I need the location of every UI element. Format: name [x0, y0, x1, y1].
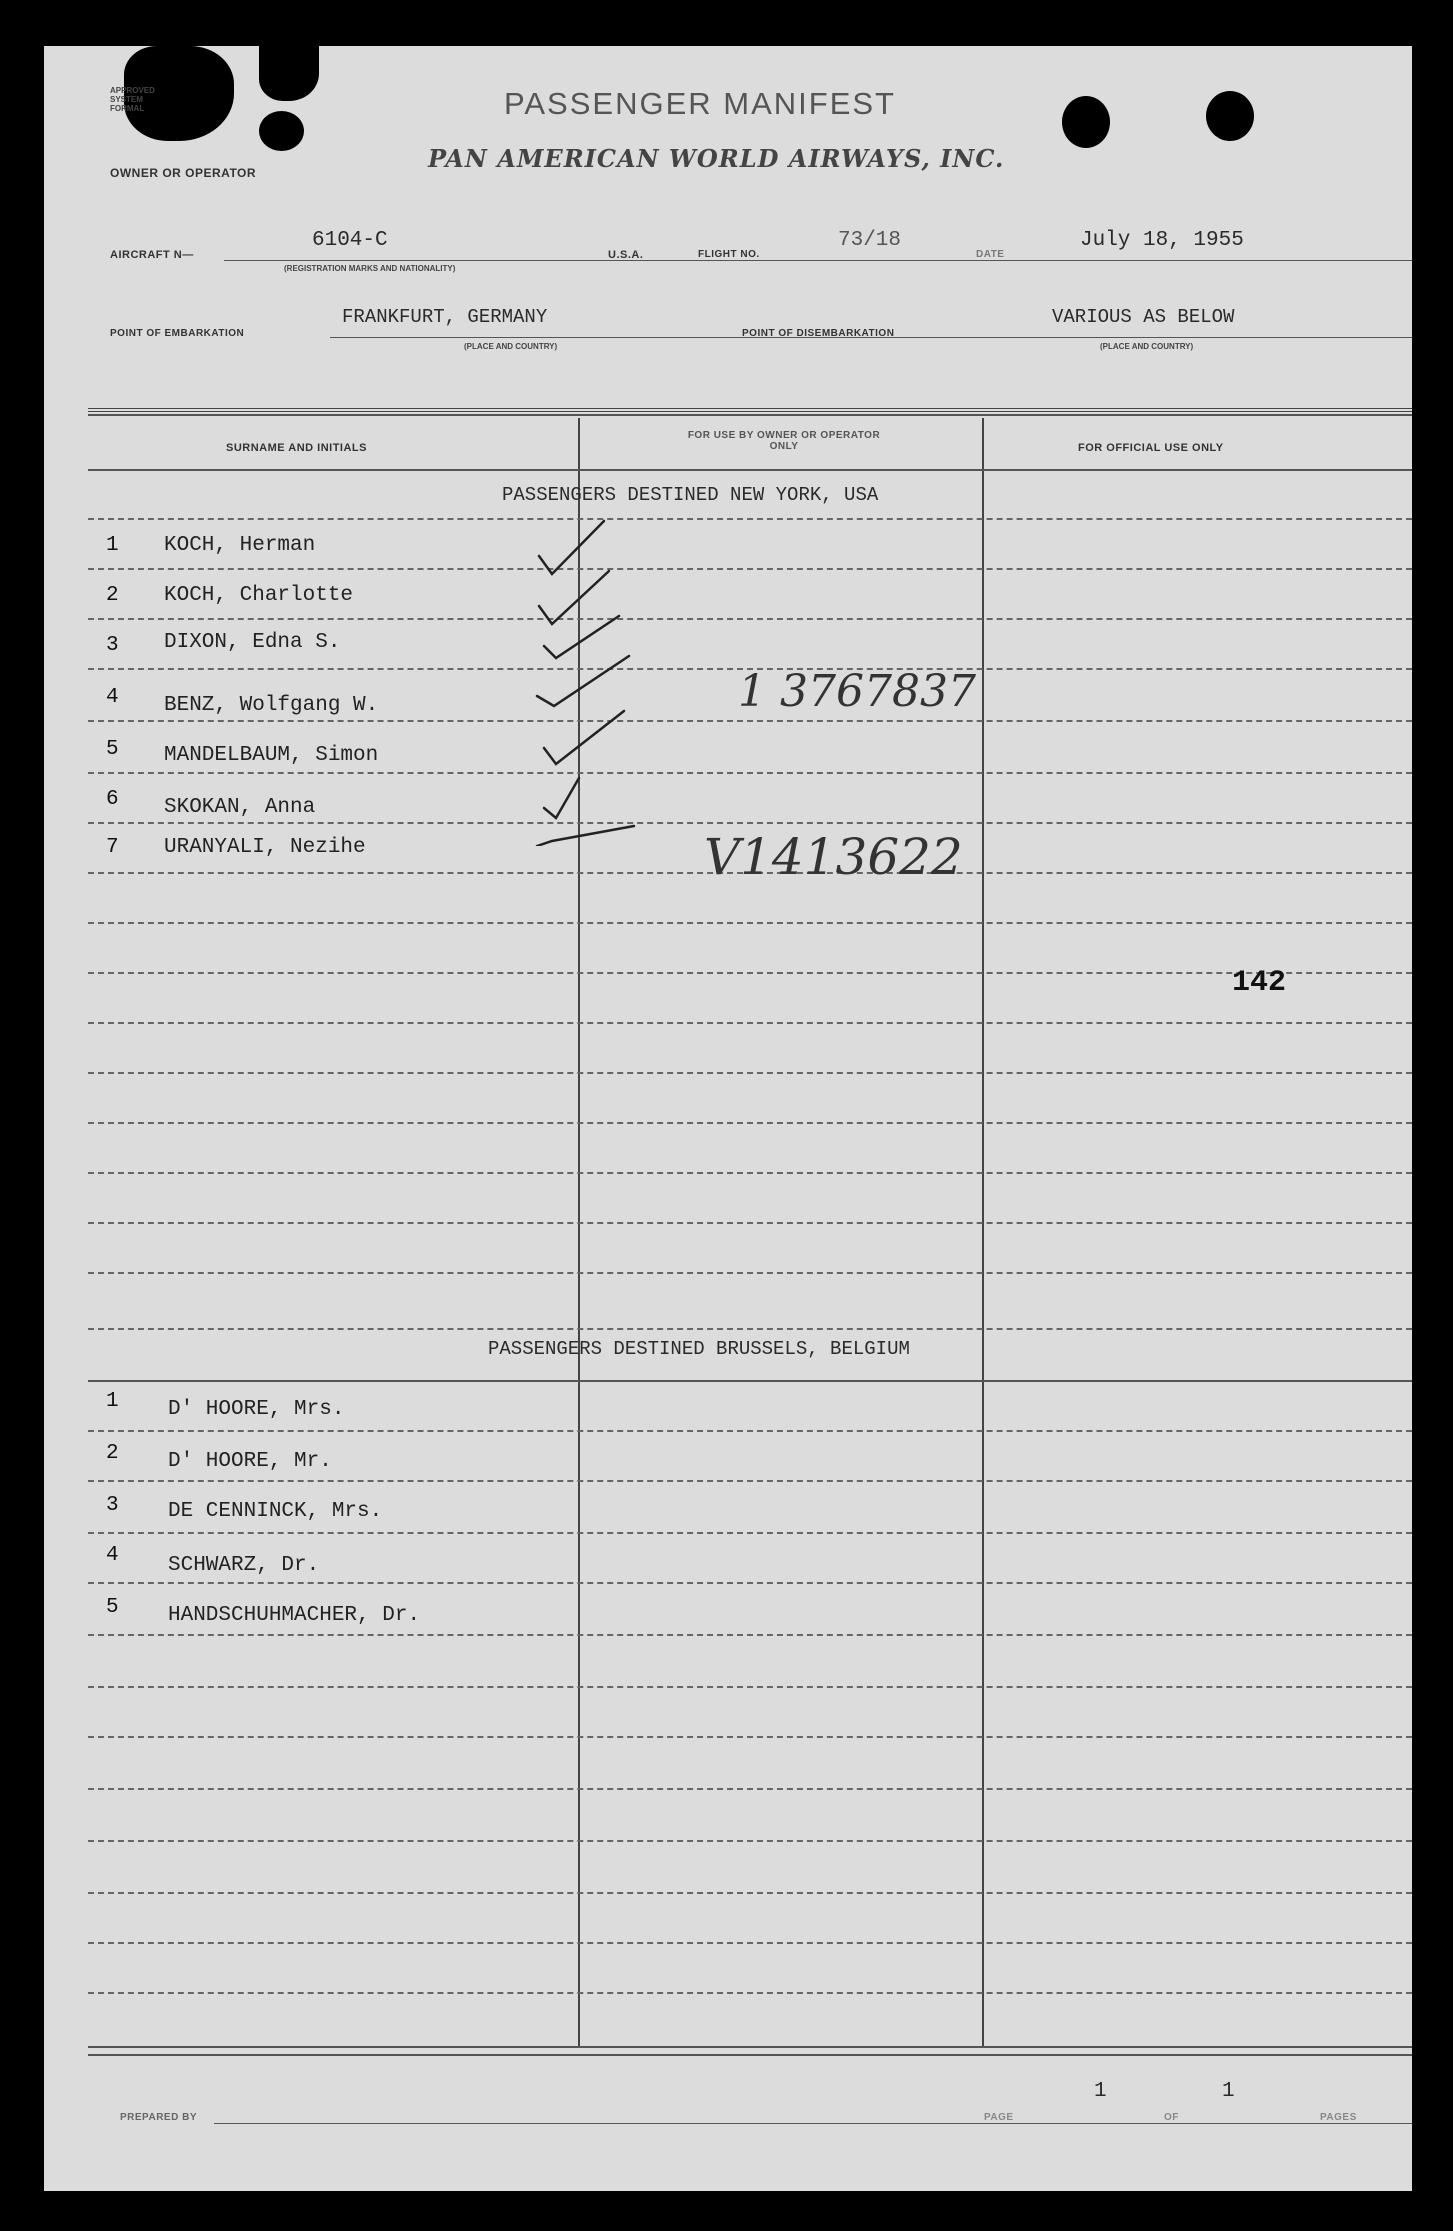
page-title: PASSENGER MANIFEST — [504, 86, 896, 121]
section-heading-ny: PASSENGERS DESTINED NEW YORK, USA — [502, 484, 879, 506]
flight-label: FLIGHT NO. — [698, 249, 760, 260]
passenger-name: MANDELBAUM, Simon — [164, 744, 379, 767]
disembarkation-label: POINT OF DISEMBARKATION — [742, 328, 895, 339]
row-number: 4 — [106, 686, 119, 709]
flight-value: 73/18 — [838, 229, 902, 252]
row-number: 5 — [106, 738, 119, 761]
pages-label: PAGES — [1320, 2112, 1357, 2123]
passenger-name: D' HOORE, Mr. — [168, 1450, 332, 1473]
airline-name: PAN AMERICAN WORLD AIRWAYS, INC. — [428, 144, 1005, 173]
column-header-surname: SURNAME AND INITIALS — [226, 442, 367, 454]
row-number: 3 — [106, 1494, 119, 1517]
punch-hole — [1206, 91, 1254, 141]
row-number: 6 — [106, 788, 119, 811]
corner-damage — [259, 46, 319, 101]
passenger-name: SKOKAN, Anna — [164, 796, 316, 819]
passenger-name: HANDSCHUHMACHER, Dr. — [168, 1604, 421, 1627]
usa-label: U.S.A. — [608, 249, 644, 261]
checkmarks — [534, 516, 674, 846]
passenger-name: DIXON, Edna S. — [164, 631, 341, 654]
section-heading-brussels: PASSENGERS DESTINED BRUSSELS, BELGIUM — [488, 1338, 910, 1360]
passenger-name: BENZ, Wolfgang W. — [164, 694, 379, 717]
passenger-name: URANYALI, Nezihe — [164, 836, 366, 859]
disembarkation-caption: (PLACE AND COUNTRY) — [1100, 342, 1194, 351]
manifest-sheet — [44, 46, 1412, 2191]
embarkation-label: POINT OF EMBARKATION — [110, 328, 245, 339]
row-number: 7 — [106, 836, 119, 859]
handwritten-number-2: V1413622 — [704, 828, 963, 886]
row-number: 4 — [106, 1544, 119, 1567]
aircraft-value: 6104-C — [312, 229, 388, 252]
punch-hole — [1062, 96, 1110, 148]
column-header-owner: FOR USE BY OWNER OR OPERATOR ONLY — [687, 430, 881, 452]
passenger-name: D' HOORE, Mrs. — [168, 1398, 345, 1421]
row-number: 1 — [106, 534, 119, 557]
page-label: PAGE — [984, 2112, 1014, 2123]
row-number: 2 — [106, 1442, 119, 1465]
handwritten-number-1: 1 3767837 — [738, 666, 976, 717]
pages-value: 1 — [1222, 2080, 1235, 2103]
passenger-name: KOCH, Herman — [164, 534, 316, 557]
of-label: OF — [1164, 2112, 1179, 2123]
registration-caption: (REGISTRATION MARKS AND NATIONALITY) — [284, 264, 456, 273]
aircraft-label: AIRCRAFT N— — [110, 249, 194, 261]
corner-damage — [259, 111, 304, 151]
embarkation-value: FRANKFURT, GERMANY — [342, 306, 548, 328]
row-number: 3 — [106, 634, 119, 657]
passenger-name: DE CENNINCK, Mrs. — [168, 1500, 383, 1523]
row-number: 5 — [106, 1596, 119, 1619]
passenger-name: SCHWARZ, Dr. — [168, 1554, 320, 1577]
date-value: July 18, 1955 — [1080, 229, 1244, 252]
page-value: 1 — [1094, 2080, 1107, 2103]
embarkation-caption: (PLACE AND COUNTRY) — [464, 342, 558, 351]
date-label: DATE — [976, 249, 1005, 260]
owner-label: OWNER OR OPERATOR — [110, 166, 257, 180]
disembarkation-value: VARIOUS AS BELOW — [1052, 306, 1235, 328]
row-number: 2 — [106, 584, 119, 607]
row-number: 1 — [106, 1390, 119, 1413]
approval-text: APPROVED SYSTEM FORMAL — [110, 86, 155, 113]
passenger-name: KOCH, Charlotte — [164, 584, 354, 607]
column-header-official: FOR OFFICIAL USE ONLY — [1078, 442, 1224, 454]
official-number: 142 — [1232, 966, 1287, 1000]
prepared-by-label: PREPARED BY — [120, 2112, 197, 2123]
